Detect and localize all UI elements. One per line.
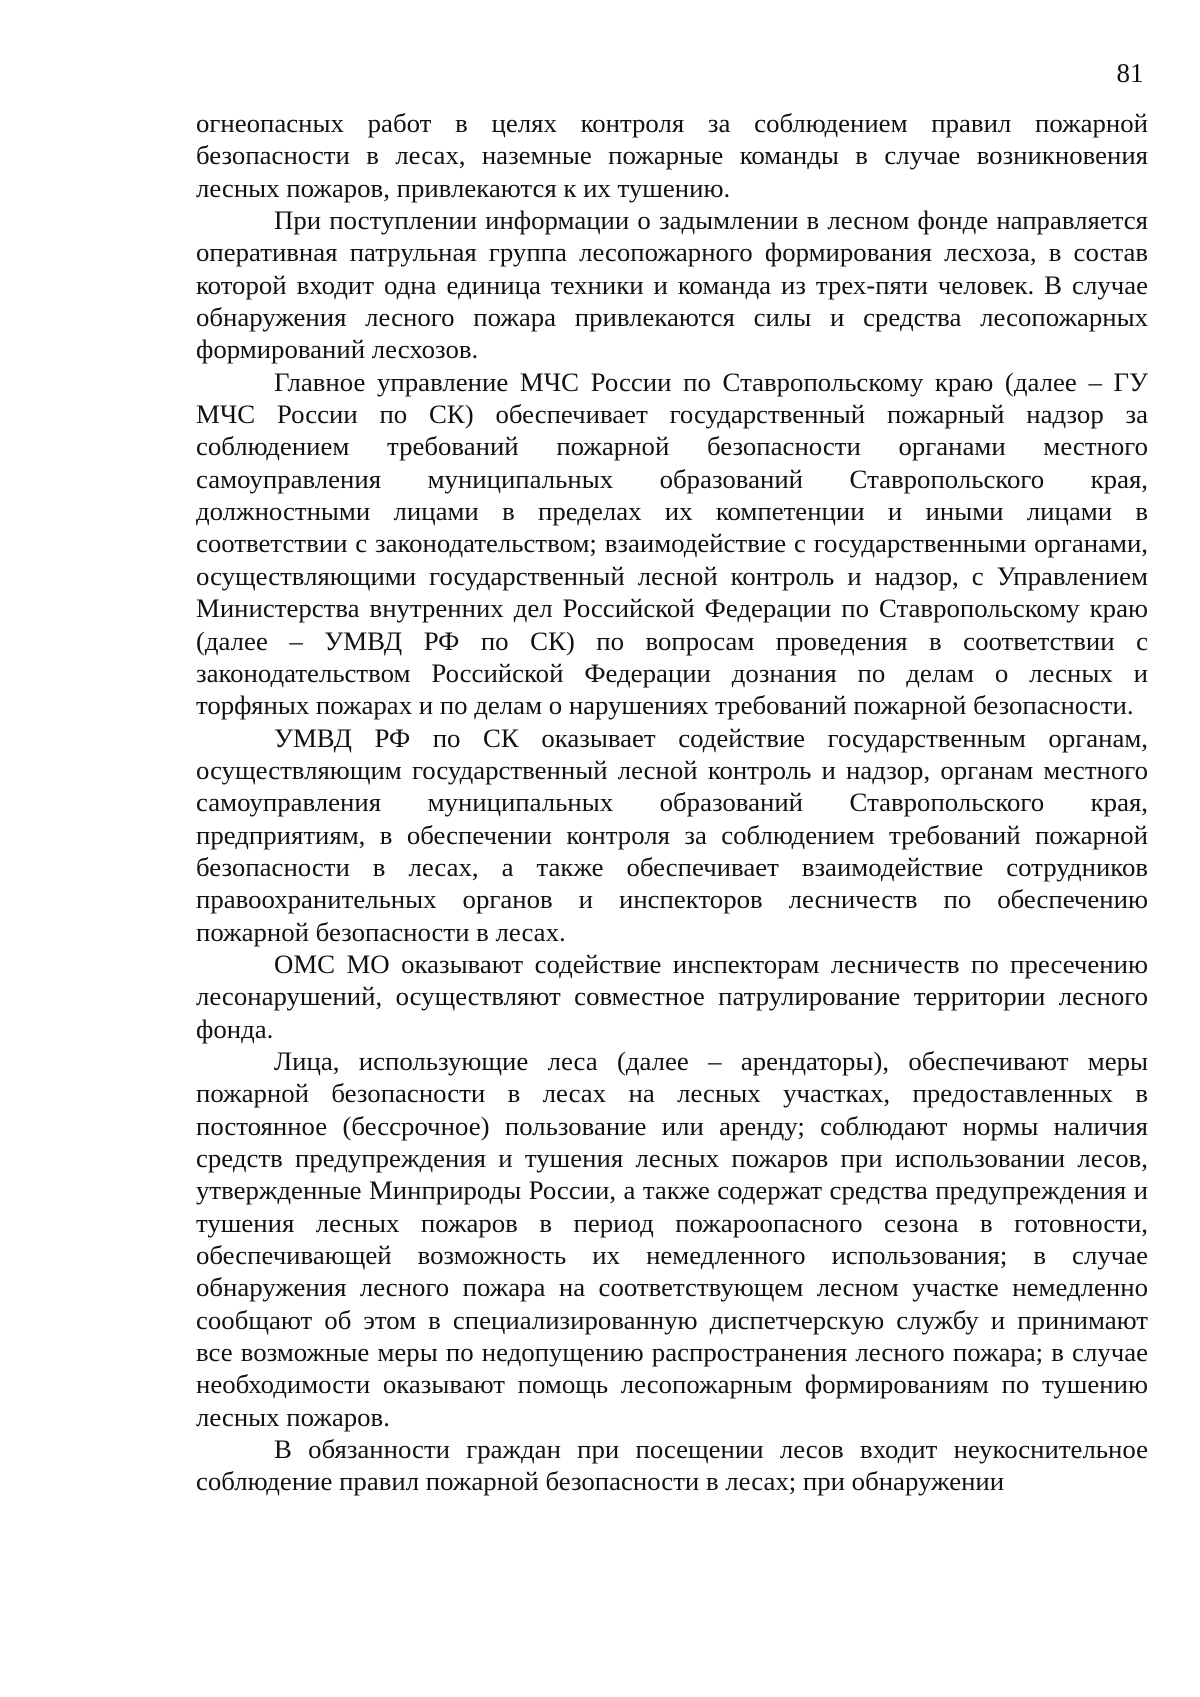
paragraph-mchs-supervision: Главное управление МЧС России по Ставропольскому краю (далее – ГУ МЧС России по СК) обеспечивает государственный пожарный надзор за соблюдением требований пожарной безопасности органами местного самоуправления муниципальных образований Ставропольского края, должностными лицами в пределах их компетенции и иными лицами в соответствии с законодательством; взаимодействие с государственными органами, осуществляющими государственный лесной контроль и надзор, с Управлением Министерства внутренних дел Российской Федерации по Ставропольскому краю (далее – УМВД РФ по СК) по вопросам проведения в соответствии с законодательством Российской Федерации дознания по делам о лесных и торфяных пожарах и по делам о нарушениях требований пожарной безопасности. xyxy=(196,366,1148,721)
paragraph-oms-mo: ОМС МО оказывают содействие инспекторам лесничеств по пресечению лесонарушений, осуществляют совместное патрулирование территории лесного фонда. xyxy=(196,948,1148,1044)
paragraph-forest-users: Лица, использующие леса (далее – арендаторы), обеспечивают меры пожарной безопасности в лесах на лесных участках, предоставленных в постоянное (бессрочное) пользование или аренду; соблюдают нормы наличия средств предупреждения и тушения лесных пожаров при использовании лесов, утвержденные Минприроды России, а также содержат средства предупреждения и тушения лесных пожаров в период пожароопасного сезона в готовности, обеспечивающей возможность их немедленного использования; в случае обнаружения лесного пожара на соответствующем лесном участке немедленно сообщают об этом в специализированную диспетчерскую службу и принимают все возможные меры по недопущению распространения лесного пожара; в случае необходимости оказывают помощь лесопожарным формированиям по тушению лесных пожаров. xyxy=(196,1045,1148,1432)
paragraph-continuation: огнеопасных работ в целях контроля за соблюдением правил пожарной безопасности в лесах, наземные пожарные команды в случае возникновения лесных пожаров, привлекаются к их тушению. xyxy=(196,108,1148,203)
page-number: 81 xyxy=(1116,58,1144,88)
paragraph-citizens-duties: В обязанности граждан при посещении лесов входит неукоснительное соблюдение правил пожарной безопасности в лесах; при обнаружении xyxy=(196,1434,1148,1497)
paragraph-smoke-report: При поступлении информации о задымлении в лесном фонде направляется оперативная патрульная группа лесопожарного формирования лесхоза, в состав которой входит одна единица техники и команда из трех-пяти человек. В случае обнаружения лесного пожара привлекаются силы и средства лесопожарных формирований лесхозов. xyxy=(196,205,1148,365)
paragraph-umvd-assistance: УМВД РФ по СК оказывает содействие государственным органам, осуществляющим государственный лесной контроль и надзор, органам местного самоуправления муниципальных образований Ставропольского края, предприятиям, в обеспечении контроля за соблюдением требований пожарной безопасности в лесах, а также обеспечивает взаимодействие сотрудников правоохранительных органов и инспекторов лесничеств по обеспечению пожарной безопасности в лесах. xyxy=(196,722,1148,947)
document-body xyxy=(196,107,1148,1498)
